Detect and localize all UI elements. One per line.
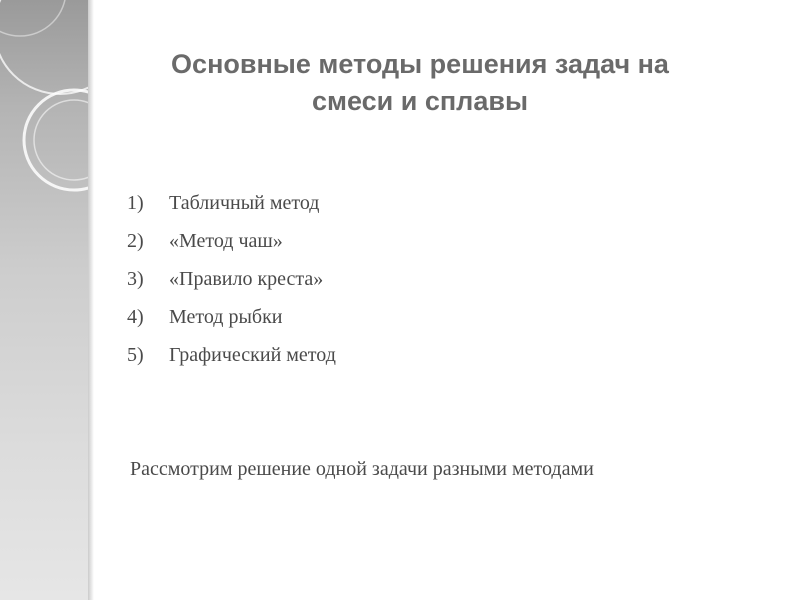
side-panel-shadow	[88, 0, 94, 600]
slide-title	[120, 46, 720, 120]
list-item-number: 1)	[127, 192, 144, 214]
list-item-label: «Правило креста»	[169, 268, 324, 290]
slide-title-line-2: смеси и сплавы	[311, 86, 528, 116]
list-item-label: Табличный метод	[169, 192, 320, 214]
list-item-label: «Метод чаш»	[169, 230, 283, 252]
methods-list-item	[127, 336, 336, 374]
list-item-number: 3)	[127, 268, 144, 290]
list-item-number: 4)	[127, 306, 144, 328]
methods-list-item	[127, 298, 336, 336]
list-item-number: 5)	[127, 344, 144, 366]
methods-list	[127, 184, 336, 374]
methods-list-item	[127, 184, 336, 222]
methods-list-item	[127, 222, 336, 260]
methods-list-item	[127, 260, 336, 298]
list-item-number: 2)	[127, 230, 144, 252]
decorative-circles-icon	[0, 0, 88, 600]
decorative-side-panel	[0, 0, 88, 600]
list-item-label: Метод рыбки	[169, 306, 283, 328]
list-item-label: Графический метод	[169, 344, 336, 366]
conclusion-text: Рассмотрим решение одной задачи разными методами	[130, 458, 594, 480]
slide-title-line-1: Основные методы решения задач на	[171, 49, 669, 79]
